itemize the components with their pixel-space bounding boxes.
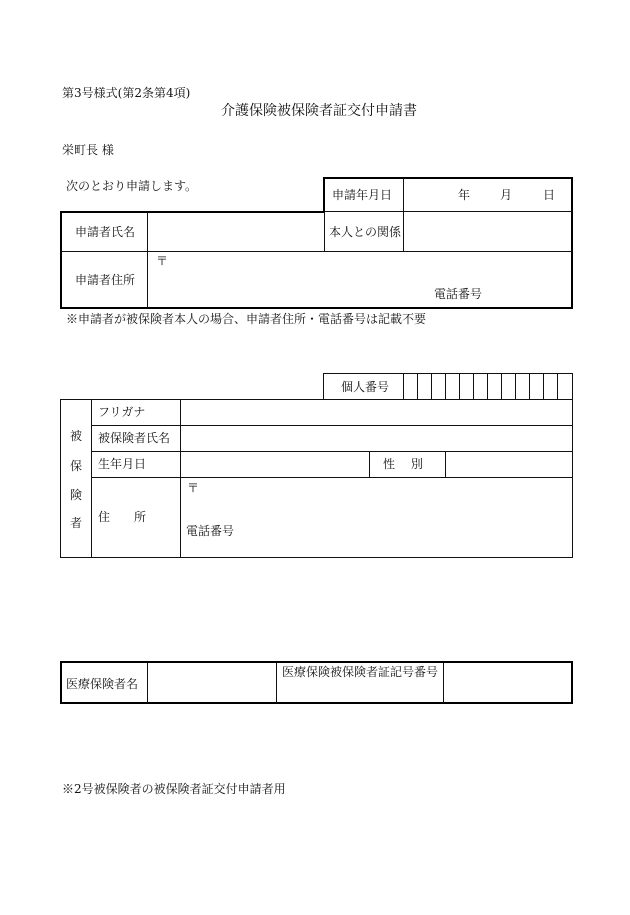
insured-side-char-3: 険 bbox=[70, 488, 83, 502]
furigana-label: フリガナ bbox=[98, 405, 146, 419]
insured-address-label: 住 所 bbox=[98, 510, 147, 524]
insured-side-char-1: 被 bbox=[70, 429, 83, 443]
addressee: 栄町長 様 bbox=[62, 143, 114, 157]
insurer-field[interactable] bbox=[149, 664, 275, 701]
relation-field[interactable] bbox=[405, 213, 570, 250]
note-applicant: ※申請者が被保険者本人の場合、申請者住所・電話番号は記載不要 bbox=[66, 312, 427, 326]
insurer-label: 医療保険者名 bbox=[66, 677, 139, 691]
applicant-name-label: 申請者氏名 bbox=[75, 225, 136, 239]
birth-label: 生年月日 bbox=[98, 457, 147, 471]
sex-label: 性 別 bbox=[383, 457, 423, 471]
page-title: 介護保険被保険者証交付申請書 bbox=[221, 103, 417, 119]
applicant-phone-label: 電話番号 bbox=[434, 287, 483, 301]
insured-phone-label: 電話番号 bbox=[186, 524, 235, 538]
insured-address-field[interactable] bbox=[182, 479, 571, 556]
card-number-field[interactable] bbox=[445, 664, 570, 701]
date-year-field[interactable]: 年 bbox=[458, 188, 471, 202]
personal-number-label: 個人番号 bbox=[341, 380, 390, 394]
personal-number-field[interactable] bbox=[404, 374, 572, 399]
birth-field[interactable] bbox=[182, 453, 368, 476]
date-label: 申請年月日 bbox=[332, 188, 393, 202]
date-day-field[interactable]: 日 bbox=[543, 188, 556, 202]
applicant-address-label: 申請者住所 bbox=[75, 273, 136, 287]
sex-field[interactable] bbox=[447, 453, 571, 476]
intro-text: 次のとおり申請します。 bbox=[66, 179, 198, 193]
insured-side-char-2: 保 bbox=[70, 459, 83, 473]
insured-postal-mark: 〒 bbox=[187, 481, 200, 495]
applicant-name-field[interactable] bbox=[149, 213, 323, 250]
furigana-field[interactable] bbox=[182, 401, 571, 424]
postal-mark: 〒 bbox=[156, 254, 169, 268]
insured-name-label: 被保険者氏名 bbox=[98, 431, 171, 445]
applicant-address-field[interactable] bbox=[149, 253, 570, 306]
insured-side-char-4: 者 bbox=[70, 516, 83, 530]
insured-name-field[interactable] bbox=[182, 427, 571, 450]
card-number-label: 医療保険被保険者証記号番号 bbox=[282, 665, 439, 679]
note-secondary: ※2号被保険者の被保険者証交付申請者用 bbox=[62, 782, 286, 796]
date-month-field[interactable]: 月 bbox=[500, 188, 513, 202]
relation-label: 本人との関係 bbox=[329, 225, 402, 239]
form-number: 第3号様式(第2条第4項) bbox=[62, 86, 191, 100]
